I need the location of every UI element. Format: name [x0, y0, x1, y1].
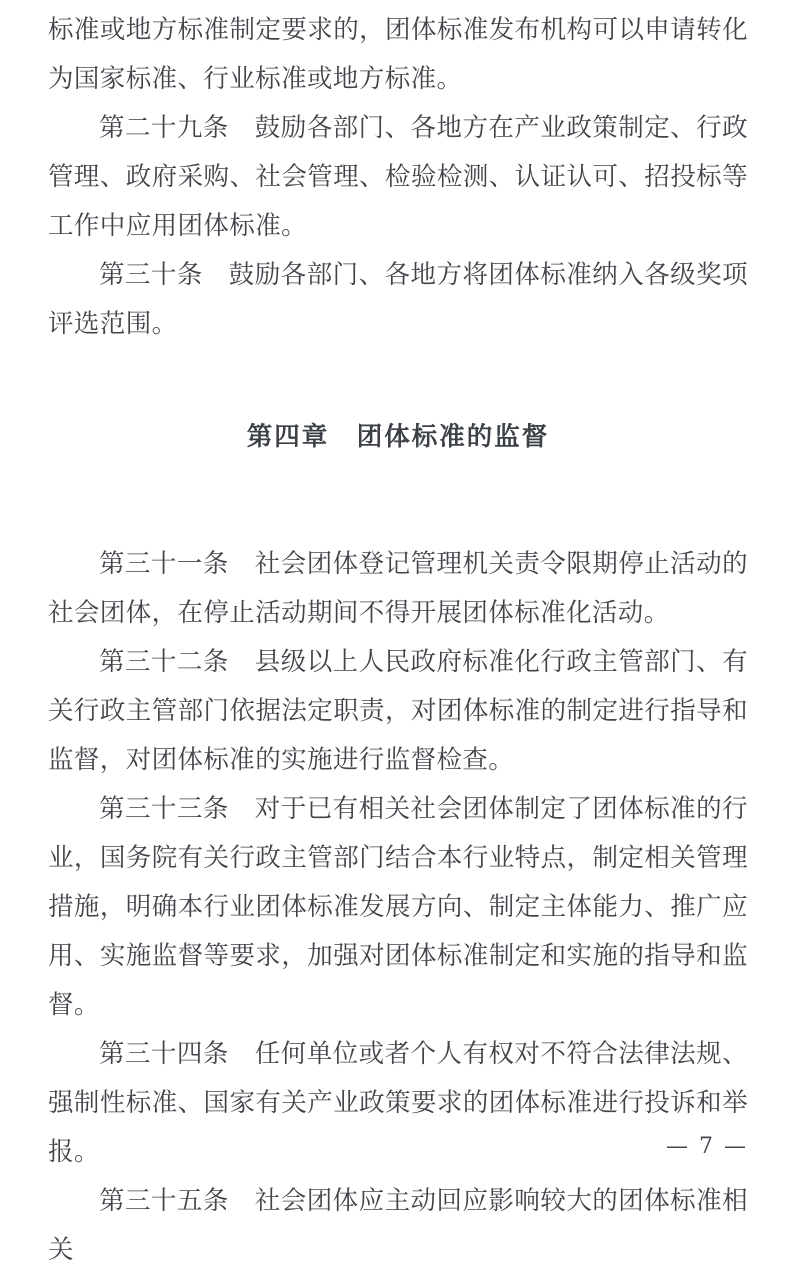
paragraph-article-31: 第三十一条 社会团体登记管理机关责令限期停止活动的社会团体，在停止活动期间不得开展团体标准化活动。: [48, 549, 748, 628]
page-number: — 7 —: [666, 1134, 748, 1159]
paragraph-continued-28: 标准或地方标准制定要求的，团体标准发布机构可以申请转化为国家标准、行业标准或地方标准。: [48, 15, 748, 94]
paragraph-article-29: 第二十九条 鼓励各部门、各地方在产业政策制定、行政管理、政府采购、社会管理、检验检测、认证认可、招投标等工作中应用团体标准。: [48, 113, 748, 241]
paragraph-article-30: 第三十条 鼓励各部门、各地方将团体标准纳入各级奖项评选范围。: [48, 260, 748, 339]
chapter-heading: 第四章 团体标准的监督: [246, 422, 550, 452]
paragraph-article-35: 第三十五条 社会团体应主动回应影响较大的团体标准相关: [48, 1186, 748, 1265]
document-body: [48, 6, 748, 1275]
heading-spacer-bottom: [48, 462, 748, 540]
paragraph-article-33: 第三十三条 对于已有相关社会团体制定了团体标准的行业，国务院有关行政主管部门结合本行业特点，制定相关管理措施，明确本行业团体标准发展方向、制定主体能力、推广应用、实施监督等要求，加强对团体标准制定和实施的指导和监督。: [48, 794, 748, 1020]
paragraph-article-34: 第三十四条 任何单位或者个人有权对不符合法律法规、强制性标准、国家有关产业政策要求的团体标准进行投诉和举报。: [48, 1039, 748, 1167]
paragraph-article-32: 第三十二条 县级以上人民政府标准化行政主管部门、有关行政主管部门依据法定职责，对团体标准的制定进行指导和监督，对团体标准的实施进行监督检查。: [48, 647, 748, 775]
heading-spacer-top: [48, 349, 748, 413]
